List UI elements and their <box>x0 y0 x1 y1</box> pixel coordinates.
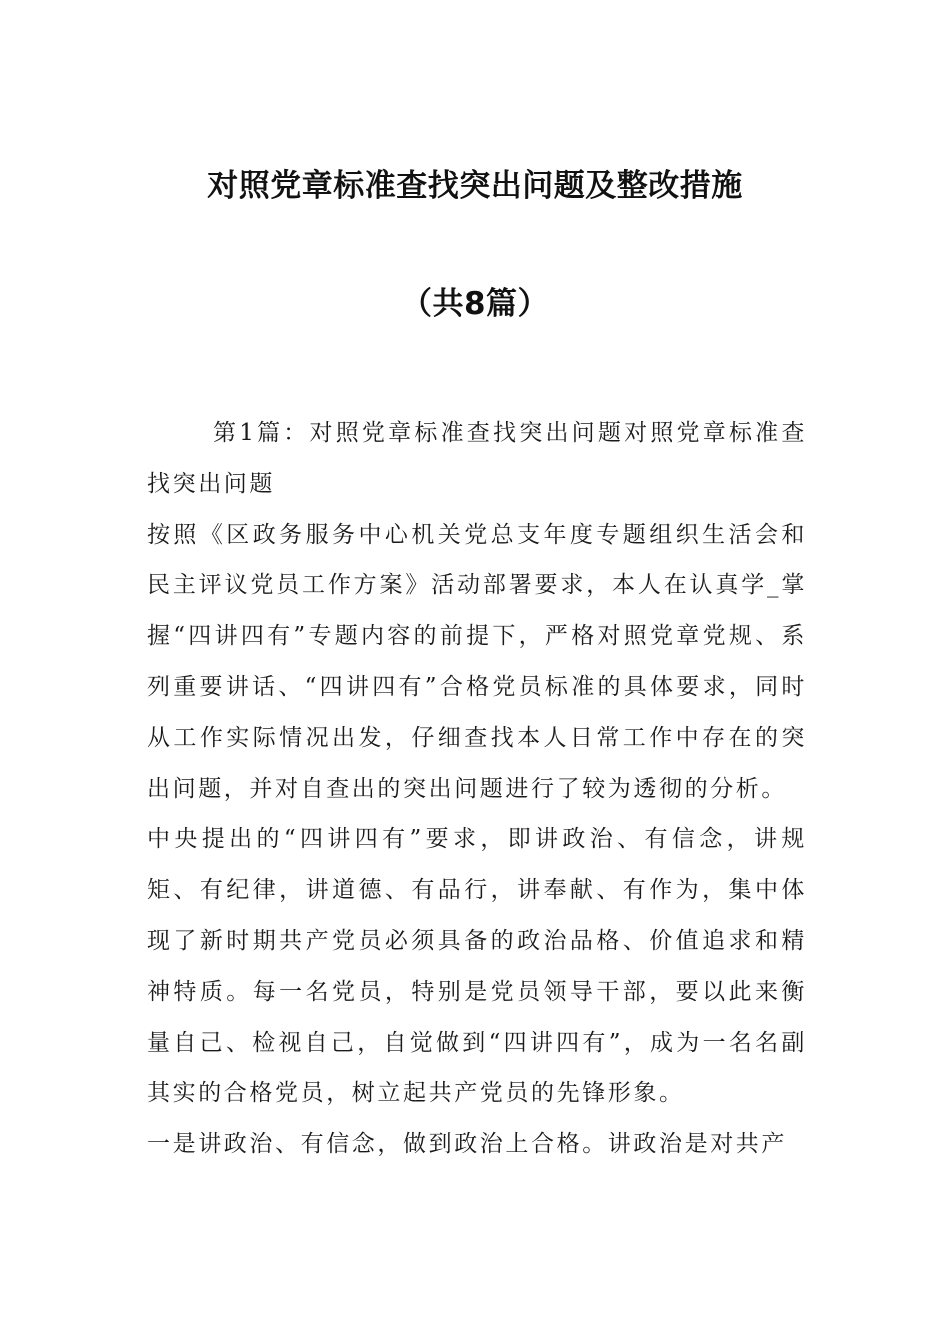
document-body <box>147 408 807 1170</box>
paragraph: 一是讲政治、有信念，做到政治上合格。讲政治是对共产 <box>147 1131 787 1158</box>
document-title: 对照党章标准查找突出问题及整改措施 <box>207 168 743 204</box>
paragraph-heading: 第1篇：对照党章标准查找突出问题对照党章标准查找突出问题 <box>147 420 807 497</box>
paragraph: 中央提出的“四讲四有”要求，即讲政治、有信念，讲规矩、有纪律，讲道德、有品行，讲奉献、有作为，集中体现了新时期共产党员必须具备的政治品格、价值追求和精神特质。每一名党员，特别是党员领导干部，要以此来衡量自己、检视自己，自觉做到“四讲四有”，成为一名名副其实的合格党员，树立起共产党员的先锋形象。 <box>147 826 807 1107</box>
paragraph: 按照《区政务服务中心机关党总支年度专题组织生活会和民主评议党员工作方案》活动部署要求，本人在认真学_掌握“四讲四有”专题内容的前提下，严格对照党章党规、系列重要讲话、“四讲四有”合格党员标准的具体要求，同时从工作实际情况出发，仔细查找本人日常工作中存在的突出问题，并对自查出的突出问题进行了较为透彻的分析。 <box>147 521 807 802</box>
document-subtitle: （共8篇） <box>400 286 550 322</box>
